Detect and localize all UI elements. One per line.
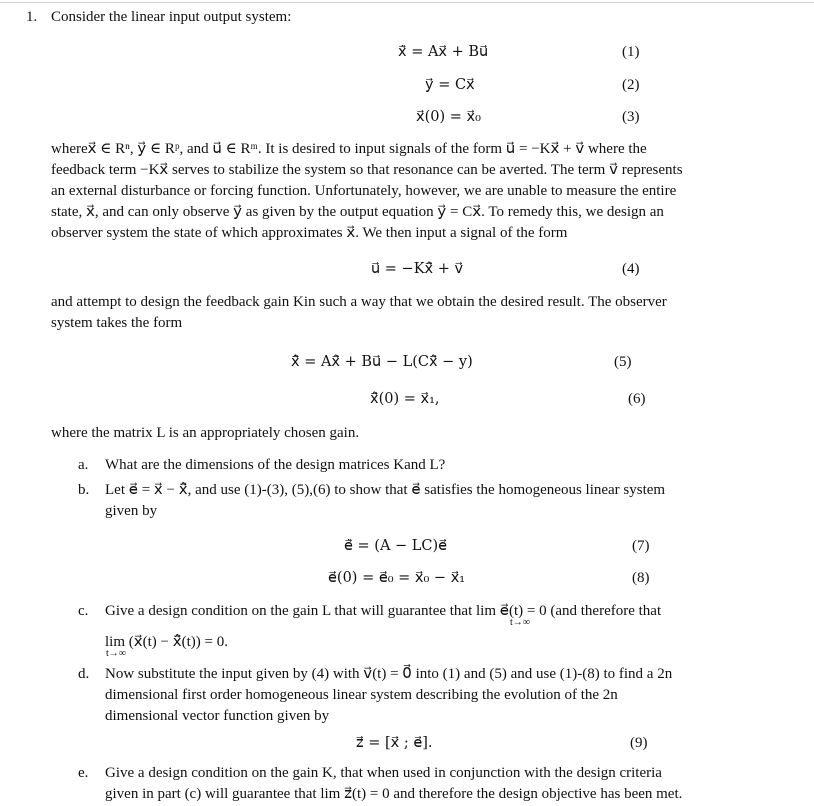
equation-label-2: (2) (622, 77, 640, 93)
top-border (0, 2, 814, 3)
equation-label-9: (9) (630, 735, 648, 751)
item-a-text: What are the dimensions of the design matrices Kand L? (105, 457, 446, 473)
paragraph-3: where the matrix L is an appropriately chosen gain. (51, 425, 360, 441)
item-b-text: Let e⃗ = x⃗ − x̂⃗, and use (1)-(3), (5),(6) to show that e⃗ satisfies the homogeneous linear system (105, 482, 666, 498)
equation-6: x̂⃗(0) = x⃗₁, (370, 391, 440, 407)
equation-5: x̂⃗̇ = Ax̂⃗ + Bu⃗ − L(Cx̂⃗ − y) (291, 354, 473, 370)
item-b-marker: b. (78, 482, 90, 498)
item-e-marker: e. (78, 765, 89, 781)
paragraph-1-line: observer system the state of which approximates x⃗. We then input a signal of the form (51, 225, 568, 241)
problem-number: 1. (26, 9, 38, 25)
equation-label-5: (5) (614, 354, 632, 370)
equation-4: u⃗ = −Kx̂⃗ + v⃗ (371, 261, 464, 277)
paragraph-1-line: state, x⃗, and can only observe y⃗ as given by the output equation y⃗ = Cx⃗. To remedy this, we design an (51, 204, 664, 220)
equation-label-8: (8) (632, 570, 650, 586)
equation-label-7: (7) (632, 538, 650, 554)
paragraph-1 (51, 139, 751, 244)
item-a-marker: a. (78, 457, 89, 473)
item-b-text: given by (105, 503, 158, 519)
item-d-text: dimensional vector function given by (105, 708, 330, 724)
item-e-text: Give a design condition on the gain K, that when used in conjunction with the design criteria (105, 765, 662, 781)
paragraph-1-line: wherex⃗ ∈ Rⁿ, y⃗ ∈ Rᵖ, and u⃗ ∈ Rᵐ. It is desired to input signals of the form u⃗ = −Kx⃗ + v⃗ where the (51, 141, 647, 157)
item-d-text: dimensional first order homogeneous linear system describing the evolution of the 2n (105, 687, 618, 703)
item-d-marker: d. (78, 666, 90, 682)
item-e-text: given in part (c) will guarantee that lim z⃗(t) = 0 and therefore the design objective has been met. (105, 786, 683, 802)
equation-9: z⃗ = [x⃗ ; e⃗]. (356, 735, 433, 751)
equation-label-4: (4) (622, 261, 640, 277)
item-c-limit-subscript: t→∞ (510, 617, 530, 628)
paragraph-2-line: system takes the form (51, 315, 183, 331)
equation-7: e⃗̇ = (A − LC)e⃗ (344, 538, 448, 554)
paragraph-2 (51, 292, 751, 334)
item-c-text: Give a design condition on the gain L that will guarantee that lim e⃗(t) = 0 (and therefore that (105, 603, 662, 619)
paragraph-1-line: an external disturbance or forcing function. Unfortunately, however, we are unable to measure the entire (51, 183, 677, 199)
item-c-limit-subscript: t→∞ (106, 648, 126, 659)
item-c-text: lim (x⃗(t) − x̂⃗(t)) = 0. (105, 634, 228, 650)
paragraph-1-line: feedback term −Kx⃗ serves to stabilize the system so that resonance can be averted. The term v⃗ represents (51, 162, 683, 178)
equation-2: y⃗ = Cx⃗ (425, 77, 475, 93)
equation-label-6: (6) (628, 391, 646, 407)
paragraph-2-line: and attempt to design the feedback gain Kin such a way that we obtain the desired result. The observer (51, 294, 667, 310)
equation-1: x⃗̇ = Ax⃗ + Bu⃗ (398, 44, 489, 60)
problem-intro: Consider the linear input output system: (51, 9, 292, 25)
equation-8: e⃗(0) = e⃗₀ = x⃗₀ − x⃗₁ (328, 570, 466, 586)
equation-3: x⃗(0) = x⃗₀ (416, 109, 481, 125)
equation-label-1: (1) (622, 44, 640, 60)
equation-label-3: (3) (622, 109, 640, 125)
item-d-text: Now substitute the input given by (4) with v⃗(t) = 0⃗ into (1) and (5) and use (1)-(8) to find a 2n (105, 666, 673, 682)
item-c-marker: c. (78, 603, 89, 619)
